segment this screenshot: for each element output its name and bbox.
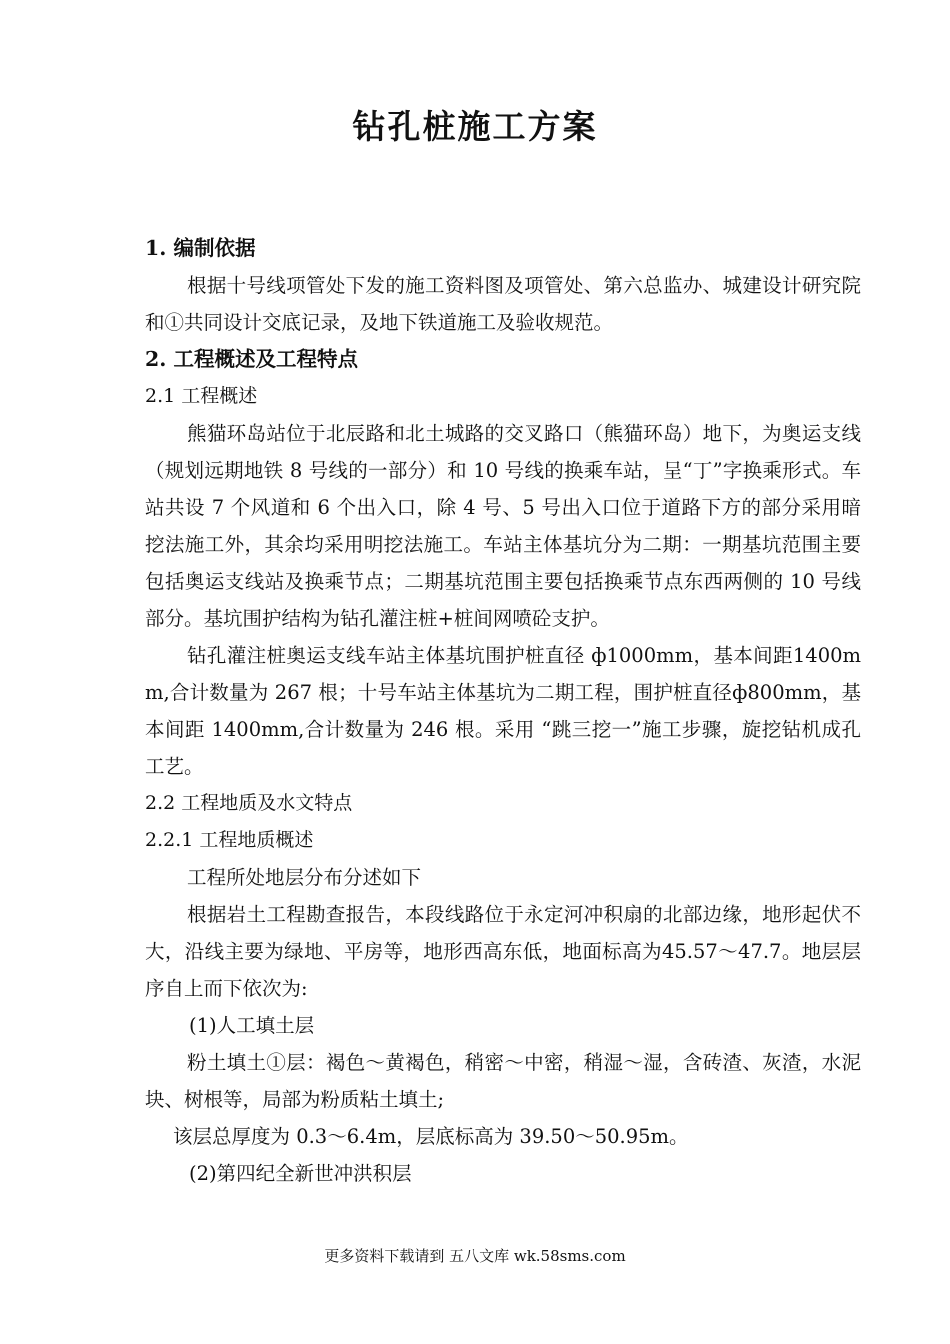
- section-2-1-paragraph-1: 熊猫环岛站位于北辰路和北土城路的交叉路口（熊猫环岛）地下，为奥运支线（规划远期地铁 8 号线的一部分）和 10 号线的换乘车站，呈“丁”字换乘形式。车站共设 7 个风道和 6 个出入口，除 4 号、5 号出入口位于道路下方的部分采用暗挖法施工外，其余均采用明挖法施工。车站主体基坑分为二期：一期基坑范围主要包括奥运支线站及换乘节点；二期基坑范围主要包括换乘节点东西两侧的 10 号线部分。基坑围护结构为钻孔灌注桩+桩间网喷砼支护。: [145, 422, 861, 630]
- layer-1-heading: (1)人工填土层: [189, 1014, 315, 1037]
- document-body: [145, 230, 861, 1192]
- section-2-2-1-paragraph: 根据岩土工程勘查报告，本段线路位于永定河冲积扇的北部边缘，地形起伏不大，沿线主要为绿地、平房等，地形西高东低，地面标高为45.57～47.7。地层层序自上而下依次为:: [145, 903, 861, 1000]
- section-2-1-paragraph-2: 钻孔灌注桩奥运支线车站主体基坑围护桩直径 ф1000mm，基本间距1400mm,合计数量为 267 根；十号车站主体基坑为二期工程，围护桩直径ф800mm，基本间距 1400mm,合计数量为 246 根。采用 “跳三挖一”施工步骤，旋挖钻机成孔工艺。: [145, 644, 861, 778]
- section-1-paragraph: 根据十号线项管处下发的施工资料图及项管处、第六总监办、城建设计研究院和①共同设计交底记录，及地下铁道施工及验收规范。: [145, 274, 861, 334]
- section-2-heading: 2. 工程概述及工程特点: [145, 347, 359, 371]
- section-2-1-heading: 2.1 工程概述: [145, 385, 258, 407]
- section-2-2-1-intro: 工程所处地层分布分述如下: [187, 866, 422, 889]
- section-2-2-1-heading: 2.2.1 工程地质概述: [145, 829, 314, 851]
- section-1-heading: 1. 编制依据: [145, 236, 256, 260]
- layer-2-heading: (2)第四纪全新世冲洪积层: [189, 1162, 412, 1185]
- section-2-2-heading: 2.2 工程地质及水文特点: [145, 792, 353, 814]
- layer-1-thickness: 该层总厚度为 0.3～6.4m，层底标高为 39.50～50.95m。: [173, 1125, 689, 1148]
- document-title: 钻孔桩施工方案: [352, 107, 598, 146]
- layer-1-description: 粉土填土①层：褐色～黄褐色，稍密～中密，稍湿～湿，含砖渣、灰渣，水泥块、树根等，局部为粉质粘土填土;: [145, 1051, 861, 1111]
- page-footer: 更多资料下载请到 五八文库 wk.58sms.com: [324, 1247, 626, 1265]
